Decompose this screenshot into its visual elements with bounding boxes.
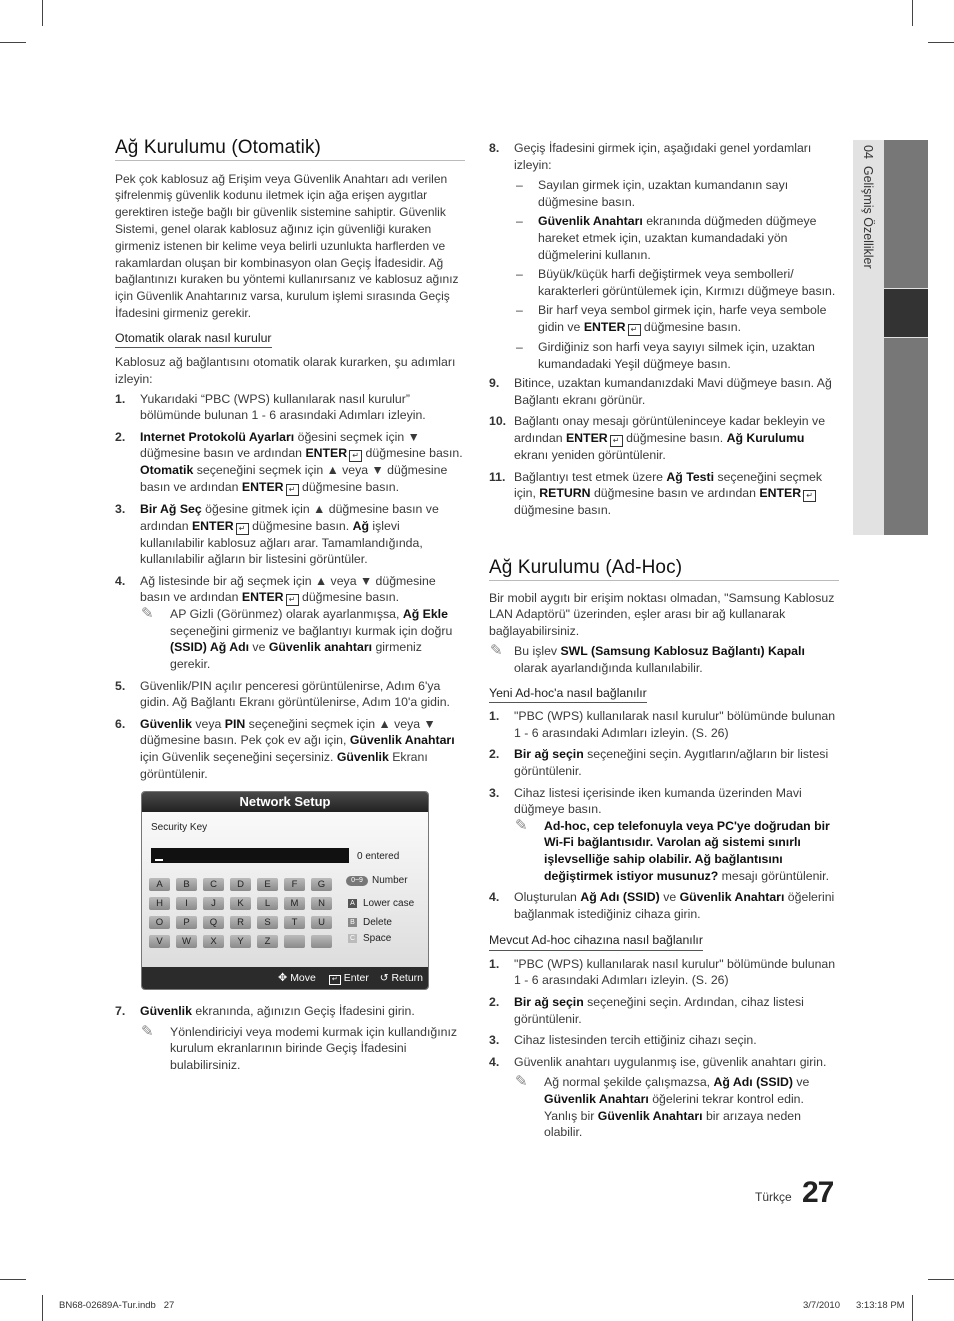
list-item: 3. Cihaz listesinden tercih ettiğiniz cihazı seçin. — [489, 1033, 757, 1048]
crop-mark — [42, 1295, 43, 1321]
right-column — [489, 140, 839, 519]
keypad-key[interactable]: W — [176, 935, 197, 948]
red-key-icon: A — [348, 899, 357, 908]
right-column-adhoc — [489, 557, 839, 1141]
list-item: 10. Bağlantı onay mesajı görüntüleninceye kadar bekleyin ve ardından ENTER ↵ düğmesine basın. Ağ Kurulumu ekranı yeniden görüntülenir. — [489, 414, 826, 462]
crop-mark — [928, 1279, 954, 1280]
security-key-input[interactable] — [151, 848, 349, 863]
intro-paragraph: Pek çok kablosuz ağ Erişim veya Güvenlik Anahtarı adı verilen şifrelenmiş güvenlik kodunu iletmek için ağa erişen aygıtlar gerektiren isteğe bağlı bir güvenlik sistemine sahiptir. Güvenlik Sistemi, genel olarak kablosuz ağınız için güvenliği kuraken girmeniz istenen bir kelime veya belirli uzunlukta harflerden ve rakamlardan oluşan bir kombinasyon olan Geçiş İfadesidir. Ağ bağlantınızı kuraken bu yöntemi kullanırsanız ve kablosuz ağınız için Güvenlik Anahtarınız varsa, kurulum işlemi sırasında Geçiş İfadesini girmeniz gerekir. — [115, 171, 459, 320]
section-title-auto: Ağ Kurulumu (Otomatik) — [115, 140, 465, 161]
keypad-key[interactable]: Q — [203, 916, 224, 929]
pencil-note-icon: ✎ — [141, 605, 154, 623]
note: ✎ Ağ normal şekilde çalışmazsa, Ağ Adı (SSID) ve Güvenlik Anahtarı öğelerini tekrar kontrol edin. Yanlış bir Güvenlik Anahtarı bir arızaya neden olabilir. — [515, 1073, 810, 1140]
crop-mark — [0, 42, 26, 43]
list-item: 4. Güvenlik anahtarı uygulanmış ise, güvenlik anahtarı girin. ✎ Ağ normal şekilde çalışmazsa, Ağ Adı (SSID) ve Güvenlik Anahtarı öğelerini tekrar kontrol edin. Yanlış bir Güvenlik Anahtarı bir arızaya neden olabilir. — [489, 1054, 839, 1141]
auto-setup-intro: Kablosuz ağ bağlantısını otomatik olarak kurarken, şu adımları izleyin: — [115, 355, 456, 386]
number-key-icon: 0~9 — [346, 876, 368, 886]
list-item: 11. Bağlantıyı test etmek üzere Ağ Testi seçeneğini seçmek için, RETURN düğmesine basın ve ardından ENTER ↵ düğmesine basın. — [489, 469, 823, 518]
keypad-key[interactable]: M — [284, 897, 305, 910]
list-item: 4. Ağ listesinde bir ağ seçmek için ▲ veya ▼ düğmesine basın ve ardından ENTER ↵ düğmesine basın. ✎ AP Gizli (Görünmez) olarak ayarlanmışsa, Ağ Ekle seçeneğini girmeniz ve bağlantıyı kurmak için doğru (SSID) Ağ Adı ve Güvenlik anahtarı girmeniz gerekir. — [115, 573, 465, 673]
keypad-key[interactable]: F — [284, 878, 305, 891]
list-item: 1. "PBC (WPS) kullanılarak nasıl kurulur" bölümünde bulunan 1 - 6 arasındaki Adımları izleyin. (S. 26) — [489, 709, 836, 740]
section-tab-active — [884, 289, 928, 337]
list-item: 3. Cihaz listesi içerisinde iken kumanda üzerinden Mavi düğmeye basın. ✎ Ad-hoc, cep telefonuyla veya PC'ye doğrudan bir Wi-Fi bağlantısıdır. Varolan ağ sistemi sınırlı işlevselliğe sahip olabilir. Ağ bağlantısını değiştirmek istiyor musunuz? mesajı görüntülenir. — [489, 785, 839, 885]
keypad-key[interactable]: H — [149, 897, 170, 910]
space-label: Space — [363, 933, 392, 944]
section-tab-dark-bottom — [884, 338, 928, 535]
enter-icon: ↵ — [329, 975, 341, 985]
page-number: 27 — [802, 1176, 834, 1209]
list-item: 8. Geçiş İfadesini girmek için, aşağıdaki genel yordamları izleyin: – Sayılan girmek için, uzaktan kumandanın sayı düğmesine basın. – Güvenlik Anahtarı ekranında düğmeden düğmeye hareket etmek için, uzaktan kumandadaki yön düğmelerini kullanın. – Büyük/küçük harfi değiştirmek veya sembolleri/ karakterleri görüntülemek için, Kırmızı düğmeye basın. – Bir harf veya sembol girmek için, harfe veya sembole gidin ve ENTER ↵ düğmesine basın. – Girdiğiniz son harfi veya sayıyı silmek için, uzaktan kumandadaki Yeşil düğmeye basın. — [489, 140, 839, 372]
security-key-panel — [142, 812, 428, 967]
keypad-key[interactable] — [284, 935, 305, 948]
list-item: 9. Bitince, uzaktan kumandanızdaki Mavi düğmeye basın. Ağ Bağlantı ekranı görünür. — [489, 376, 832, 407]
subheading-auto-setup: Otomatik olarak nasıl kurulur — [115, 330, 272, 349]
move-icon: ✥ — [278, 972, 288, 984]
keypad-key[interactable]: Z — [257, 935, 278, 948]
section-title-adhoc: Ağ Kurulumu (Ad-Hoc) — [489, 560, 839, 581]
list-item: – Bir harf veya sembol girmek için, harfe veya sembole gidin ve ENTER ↵ düğmesine basın. — [516, 303, 827, 334]
print-time: 3:13:18 PM — [856, 1300, 905, 1311]
keypad-key[interactable]: X — [203, 935, 224, 948]
adhoc-intro: Bir mobil aygıtı bir erişim noktası olmadan, "Samsung Kablosuz LAN Adaptörü" üzerinden, eşler arası bir ağ kullanarak bağlayabilirsiniz. — [489, 590, 835, 638]
list-item: 4. Oluşturulan Ağ Adı (SSID) ve Güvenlik Anahtarı öğelerini bağlanmak istediğiniz cihaza girin. — [489, 890, 835, 921]
pencil-note-icon: ✎ — [490, 642, 503, 660]
subheading-existing-adhoc: Mevcut Ad-hoc cihazına nasıl bağlanılır — [489, 932, 703, 951]
yellow-key-icon: C — [349, 935, 356, 942]
keypad-key[interactable]: K — [230, 897, 251, 910]
crop-mark — [912, 0, 913, 26]
green-key-icon: B — [348, 918, 357, 927]
keypad-key[interactable]: S — [257, 916, 278, 929]
keypad-key[interactable]: C — [203, 878, 224, 891]
crop-mark — [928, 42, 954, 43]
keypad-key[interactable]: I — [176, 897, 197, 910]
keypad-key[interactable]: V — [149, 935, 170, 948]
keypad-key[interactable]: Y — [230, 935, 251, 948]
crop-mark — [0, 1279, 26, 1280]
keypad-key[interactable]: A — [149, 878, 170, 891]
file-info: BN68-02689A-Tur.indb 27 — [59, 1300, 175, 1311]
return-icon: ↺ — [379, 972, 389, 984]
enter-icon: ↵ — [628, 324, 641, 336]
keypad-key[interactable]: T — [284, 916, 305, 929]
keypad-key[interactable]: G — [311, 878, 332, 891]
keypad-key[interactable]: R — [230, 916, 251, 929]
note: ✎ Ad-hoc, cep telefonuyla veya PC'ye doğrudan bir Wi-Fi bağlantısıdır. Varolan ağ sistemi sınırlı işlevselliğe sahip olabilir. Ağ bağlantısını değiştirmek istiyor musunuz? mesajı görüntülenir. — [515, 816, 830, 883]
pencil-note-icon: ✎ — [515, 1073, 528, 1091]
list-item: – Girdiğiniz son harfi veya sayıyı silmek için, uzaktan kumandadaki Yeşil düğmeye basın. — [516, 339, 815, 371]
left-column — [115, 137, 465, 782]
auto-setup-steps — [115, 391, 465, 783]
keypad-key[interactable]: D — [230, 878, 251, 891]
list-item: 1. Yukarıdaki “PBC (WPS) kullanılarak nasıl kurulur” bölümünde bulunan 1 - 6 arasındaki Adımları izleyin. — [115, 391, 426, 423]
note: ✎ Bu işlev SWL (Samsung Kablosuz Bağlantı) Kapalı olarak ayarlandığında kullanılabilir. — [490, 642, 805, 675]
enter-icon: ↵ — [286, 484, 299, 496]
keypad-key[interactable]: B — [176, 878, 197, 891]
keypad-key[interactable]: O — [149, 916, 170, 929]
enter-icon: ↵ — [803, 490, 816, 502]
enter-icon: ↵ — [236, 523, 249, 535]
list-item: 5. Güvenlik/PIN açılır penceresi görüntülenirse, Adım 6'ya gidin. Ağ Bağlantı Ekranı görüntülenirse, Adım 10'a gidin. — [115, 678, 450, 710]
network-setup-footer: ✥ Move ↵ Enter ↺ Return — [142, 967, 428, 989]
list-item: – Sayılan girmek için, uzaktan kumandanın sayı düğmesine basın. — [516, 178, 789, 209]
keypad-key[interactable]: N — [311, 897, 332, 910]
crop-mark — [42, 0, 43, 26]
list-item: 6. Güvenlik veya PIN seçeneğini seçmek için ▲ veya ▼ düğmesine basın. Pek çok ev ağı için, Güvenlik Anahtarı için Güvenlik seçeneğini seçersiniz. Güvenlik Ekranı görüntülenir. — [115, 716, 455, 781]
network-setup-screen — [141, 791, 429, 990]
entered-count: 0 entered — [357, 851, 400, 862]
list-item: 3. Bir Ağ Seç öğesine gitmek için ▲ düğmesine basın ve ardından ENTER ↵ düğmesine basın. Ağ işlevi kullanılabilir kablosuz ağları arar. Tamamlandığında, kullanılabilir ağların bir listesini görüntüler. — [115, 501, 439, 567]
lower-case-label: Lower case — [363, 898, 415, 909]
crop-mark — [912, 1295, 913, 1321]
security-key-label: Security Key — [151, 822, 208, 833]
note: ✎ AP Gizli (Görünmez) olarak ayarlanmışsa, Ağ Ekle seçeneğini girmeniz ve bağlantıyı kurmak için doğru (SSID) Ağ Adı ve Güvenlik anahtarı girmeniz gerekir. — [141, 605, 453, 672]
list-item: 2. Internet Protokolü Ayarları öğesini seçmek için ▼ düğmesine basın ve ardından ENTER ↵ düğmesine basın. Otomatik seçeneğini seçmek için ▲ veya ▼ düğmesine basın ve ardından ENTER ↵ düğmesine basın. — [115, 429, 463, 494]
keypad-key[interactable] — [311, 935, 332, 948]
keypad-key[interactable]: E — [257, 878, 278, 891]
keypad-key[interactable]: U — [311, 916, 332, 929]
section-tab-label: 04 Gelişmiş Özellikler — [861, 145, 875, 269]
list-item: 1. "PBC (WPS) kullanılarak nasıl kurulur" bölümünde bulunan 1 - 6 arasındaki Adımları izleyin. (S. 26) — [489, 956, 836, 988]
pencil-note-icon: ✎ — [515, 816, 528, 834]
list-item: – Büyük/küçük harfi değiştirmek veya sembolleri/ karakterleri görüntülemek için, Kırmızı düğmeye basın. — [516, 267, 836, 298]
network-setup-title: Network Setup — [142, 792, 428, 812]
subheading-new-adhoc: Yeni Ad-hoc'a nasıl bağlanılır — [489, 685, 647, 704]
keypad-key[interactable]: L — [257, 897, 278, 910]
keypad-key[interactable]: J — [203, 897, 224, 910]
delete-label: Delete — [363, 917, 392, 928]
section-tab-dark-top — [884, 140, 928, 288]
list-item: 2. Bir ağ seçin seçeneğini seçin. Ardından, cihaz listesi görüntülenir. — [489, 995, 804, 1026]
note: ✎ Yönlendiriciyi veya modemi kurmak için kullandığınız kurulum ekranlarının birinde Geçiş İfadesini bulabilirsiniz. — [141, 1022, 458, 1072]
list-item: 7. Güvenlik ekranında, ağınızın Geçiş İfadesini girin. ✎ Yönlendiriciyi veya modemi kurmak için kullandığınız kurulum ekranlarının birinde Geçiş İfadesini bulabilirsiniz. — [115, 1003, 465, 1073]
enter-icon: ↵ — [286, 594, 299, 606]
print-date: 3/7/2010 — [803, 1300, 840, 1311]
list-item: – Güvenlik Anahtarı ekranında düğmeden düğmeye hareket etmek için, uzaktan kumandadaki yön düğmelerini kullanın. — [516, 214, 817, 262]
number-label: Number — [372, 875, 408, 886]
list-item: 2. Bir ağ seçin seçeneğini seçin. Aygıtların/ağların bir listesi görüntülenir. — [489, 747, 829, 778]
enter-icon: ↵ — [610, 435, 623, 447]
language-label: Türkçe — [755, 1190, 792, 1204]
left-column-bottom — [115, 1003, 465, 1073]
pencil-note-icon: ✎ — [141, 1022, 154, 1040]
keypad-key[interactable]: P — [176, 916, 197, 929]
enter-icon: ↵ — [349, 450, 362, 462]
